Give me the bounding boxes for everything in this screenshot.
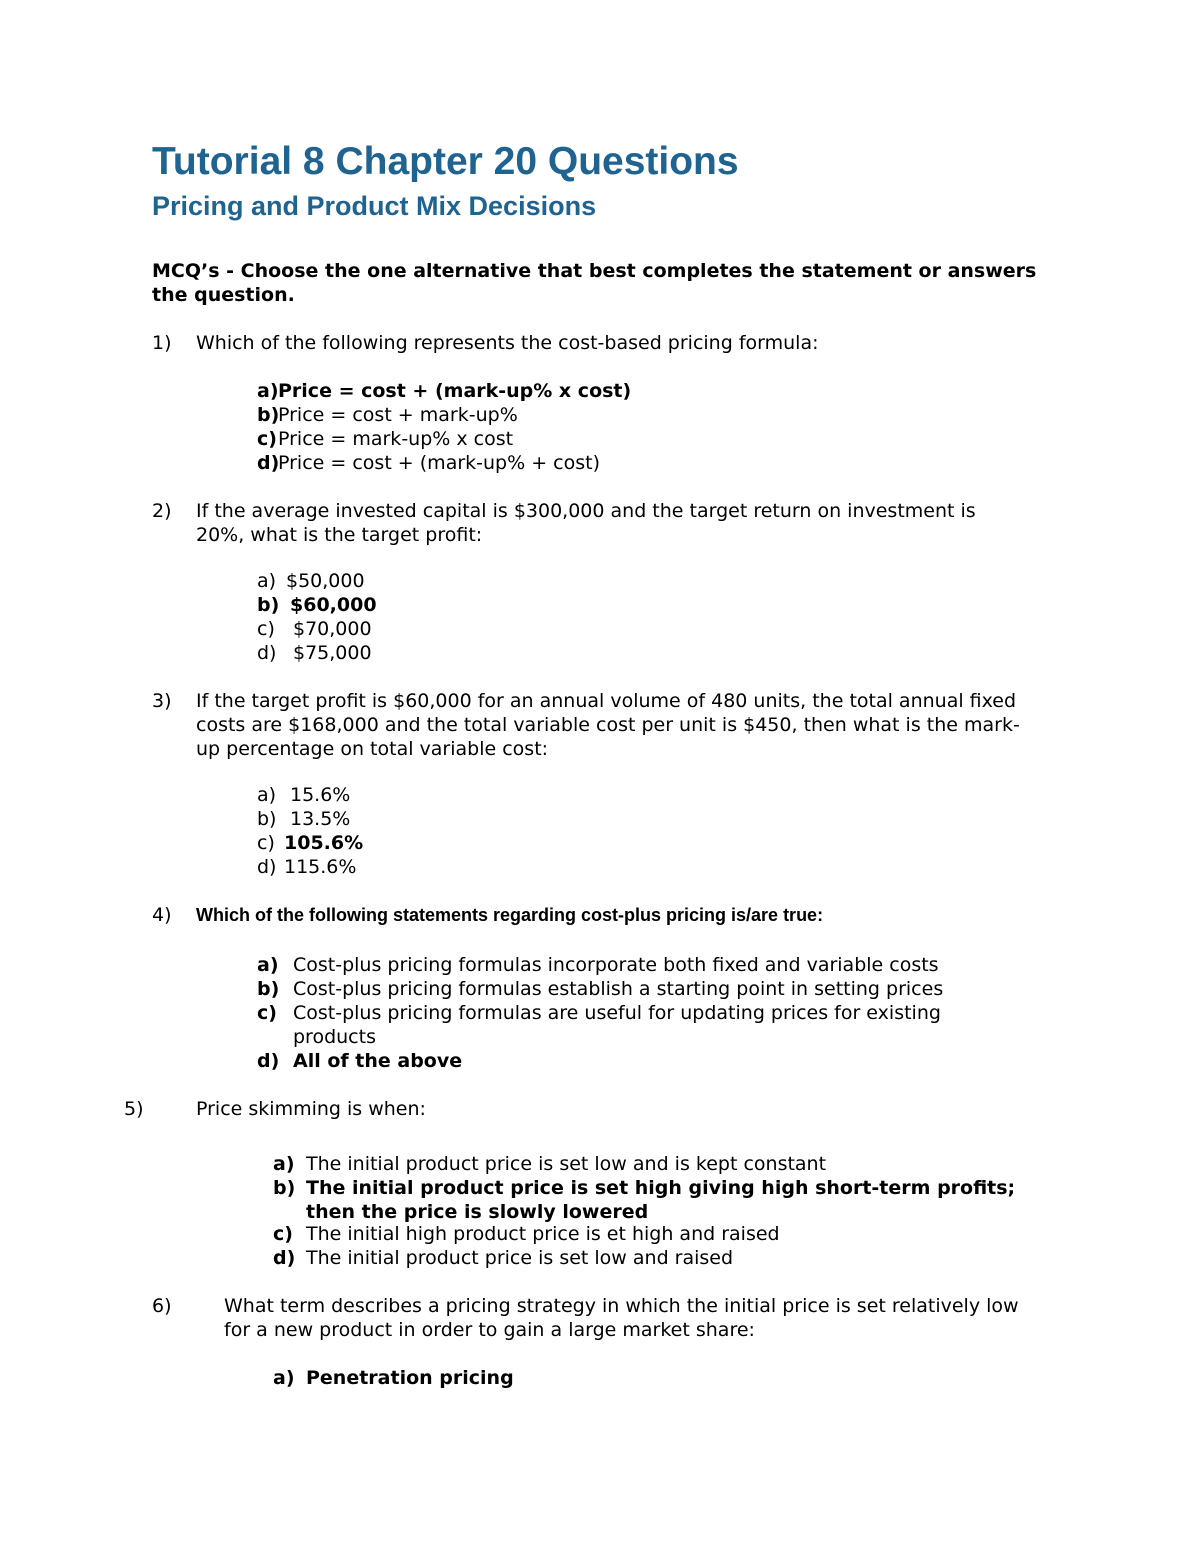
option-label: a) bbox=[273, 1153, 295, 1175]
option-text: Price = cost + (mark-up% + cost) bbox=[278, 452, 600, 474]
option-text: Price = mark-up% x cost bbox=[278, 428, 514, 450]
option-text: 15.6% bbox=[290, 784, 351, 806]
question-text: costs are $168,000 and the total variable cost per unit is $450, then what is the mark- bbox=[196, 714, 1020, 736]
option-label: d) bbox=[257, 1050, 280, 1072]
option-label: a) bbox=[257, 570, 277, 592]
option-label: a) bbox=[273, 1367, 295, 1389]
option-text: Price = cost + mark-up% bbox=[278, 404, 518, 426]
option-label: a) bbox=[257, 784, 277, 806]
option-label: c) bbox=[273, 1223, 293, 1245]
instructions-line-1: MCQ’s - Choose the one alternative that best completes the statement or answers bbox=[152, 260, 1037, 282]
option-label: b) bbox=[257, 404, 280, 426]
option-text-correct: All of the above bbox=[293, 1050, 463, 1072]
option-text: $50,000 bbox=[286, 570, 365, 592]
option-label: b) bbox=[257, 594, 280, 616]
option-label: d) bbox=[257, 452, 280, 474]
question-number: 4) bbox=[152, 904, 172, 926]
option-text-correct: $60,000 bbox=[290, 594, 377, 616]
option-text-correct: then the price is slowly lowered bbox=[306, 1201, 649, 1223]
option-text: $75,000 bbox=[293, 642, 372, 664]
question-text: Price skimming is when: bbox=[196, 1098, 426, 1120]
question-text: Which of the following represents the cost-based pricing formula: bbox=[196, 332, 819, 354]
page-subtitle: Pricing and Product Mix Decisions bbox=[152, 191, 597, 221]
question-text: for a new product in order to gain a large market share: bbox=[224, 1319, 755, 1341]
option-text: 13.5% bbox=[290, 808, 351, 830]
question-number: 5) bbox=[124, 1098, 144, 1120]
option-label: c) bbox=[257, 428, 277, 450]
question-number: 6) bbox=[152, 1295, 172, 1317]
option-label: d) bbox=[257, 856, 277, 878]
option-label: b) bbox=[257, 808, 277, 830]
option-text: $70,000 bbox=[293, 618, 372, 640]
page-title: Tutorial 8 Chapter 20 Questions bbox=[152, 140, 739, 183]
option-label: b) bbox=[273, 1177, 296, 1199]
instructions-line-2: the question. bbox=[152, 284, 295, 306]
option-text: Cost-plus pricing formulas are useful for updating prices for existing products bbox=[293, 1002, 941, 1048]
question-text: Which of the following statements regarding cost-plus pricing is/are true: bbox=[196, 905, 824, 925]
option-text-correct: Penetration pricing bbox=[306, 1367, 514, 1389]
option-label: a) bbox=[257, 380, 279, 402]
option-text: Cost-plus pricing formulas establish a starting point in setting prices bbox=[293, 978, 944, 1000]
question-number: 3) bbox=[152, 690, 172, 712]
option-label: c) bbox=[257, 618, 275, 640]
question-text: If the average invested capital is $300,000 and the target return on investment is bbox=[196, 500, 976, 522]
question-text: 20%, what is the target profit: bbox=[196, 524, 483, 546]
option-text-correct: Price = cost + (mark-up% x cost) bbox=[278, 380, 632, 402]
option-label: d) bbox=[273, 1247, 296, 1269]
option-label: d) bbox=[257, 642, 277, 664]
option-text: 115.6% bbox=[284, 856, 357, 878]
option-label: a) bbox=[257, 954, 279, 976]
question-number: 1) bbox=[152, 332, 172, 354]
question-text: If the target profit is $60,000 for an annual volume of 480 units, the total annual fixed bbox=[196, 690, 1017, 712]
option-label: c) bbox=[257, 1002, 277, 1024]
question-text: What term describes a pricing strategy in which the initial price is set relatively low bbox=[224, 1295, 1019, 1317]
option-text: The initial product price is set low and raised bbox=[306, 1247, 734, 1269]
question-text: up percentage on total variable cost: bbox=[196, 738, 549, 760]
option-text-correct: 105.6% bbox=[284, 832, 364, 854]
option-text: The initial high product price is et high and raised bbox=[306, 1223, 780, 1245]
option-label: c) bbox=[257, 832, 275, 854]
option-text-correct: The initial product price is set high giving high short-term profits; bbox=[306, 1177, 1016, 1199]
option-text: The initial product price is set low and is kept constant bbox=[306, 1153, 827, 1175]
question-number: 2) bbox=[152, 500, 172, 522]
option-label: b) bbox=[257, 978, 280, 1000]
option-text: Cost-plus pricing formulas incorporate both fixed and variable costs bbox=[293, 954, 939, 976]
